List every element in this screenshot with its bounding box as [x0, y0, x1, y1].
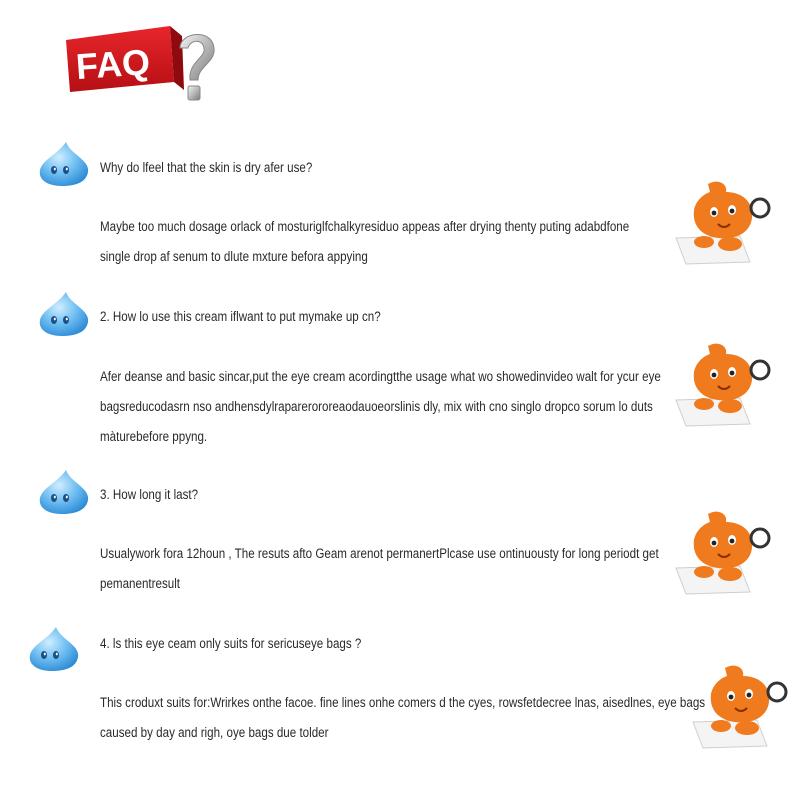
faq-question-1: Why do lfeel that the skin is dry afer use?: [100, 160, 313, 175]
blue-water-drop-icon: [26, 625, 82, 673]
orange-mascot-laptop-icon: [685, 662, 795, 752]
faq-question-4: 4. ls this eye ceam only suits for sericuseye bags ?: [100, 636, 362, 651]
faq-question-2: 2. How lo use this cream iflwant to put mymake up cn?: [100, 309, 381, 324]
faq-banner-text: FAQ: [74, 41, 152, 88]
faq-answer-2-line-2: bagsreducodasrn nso andhensdylraparerororeaodauoeorslinis dly, mix with cno singlo dropco sorum lo duts: [100, 399, 653, 414]
orange-mascot-laptop-icon: [668, 340, 778, 430]
blue-water-drop-icon: [36, 140, 92, 188]
faq-answer-4-line-2: caused by day and righ, oye bags due tolder: [100, 725, 329, 740]
faq-answer-3-line-2: pemanentresult: [100, 576, 181, 591]
blue-water-drop-icon: [36, 290, 92, 338]
faq-question-3: 3. How long it last?: [100, 487, 199, 502]
faq-answer-2-line-1: Afer deanse and basic sincar,put the eye cream acordingtthe usage what wo showedinvideo walt for ycur eye: [100, 369, 661, 384]
blue-water-drop-icon: [36, 468, 92, 516]
orange-mascot-laptop-icon: [668, 508, 778, 598]
faq-answer-4-line-1: This croduxt suits for:Wrirkes onthe facoe. fine lines onhe comers d the cyes, rowsfetdecree lnas, aisedlnes, eye bags: [100, 695, 706, 710]
faq-answer-1-line-1: Maybe too much dosage orlack of mosturiglfchalkyresiduo appeas after drying thenty puting adabdfone: [100, 219, 630, 234]
faq-banner-logo: [62, 20, 222, 115]
faq-answer-2-line-3: màturebefore ppyng.: [100, 429, 208, 444]
orange-mascot-laptop-icon: [668, 178, 778, 268]
faq-answer-3-line-1: Usualywork fora 12houn , The resuts afto Geam arenot permanertPlcase use ontinuousty for long periodt get: [100, 546, 659, 561]
faq-answer-1-line-2: single drop af senum to dlute mxture befora appying: [100, 249, 368, 264]
